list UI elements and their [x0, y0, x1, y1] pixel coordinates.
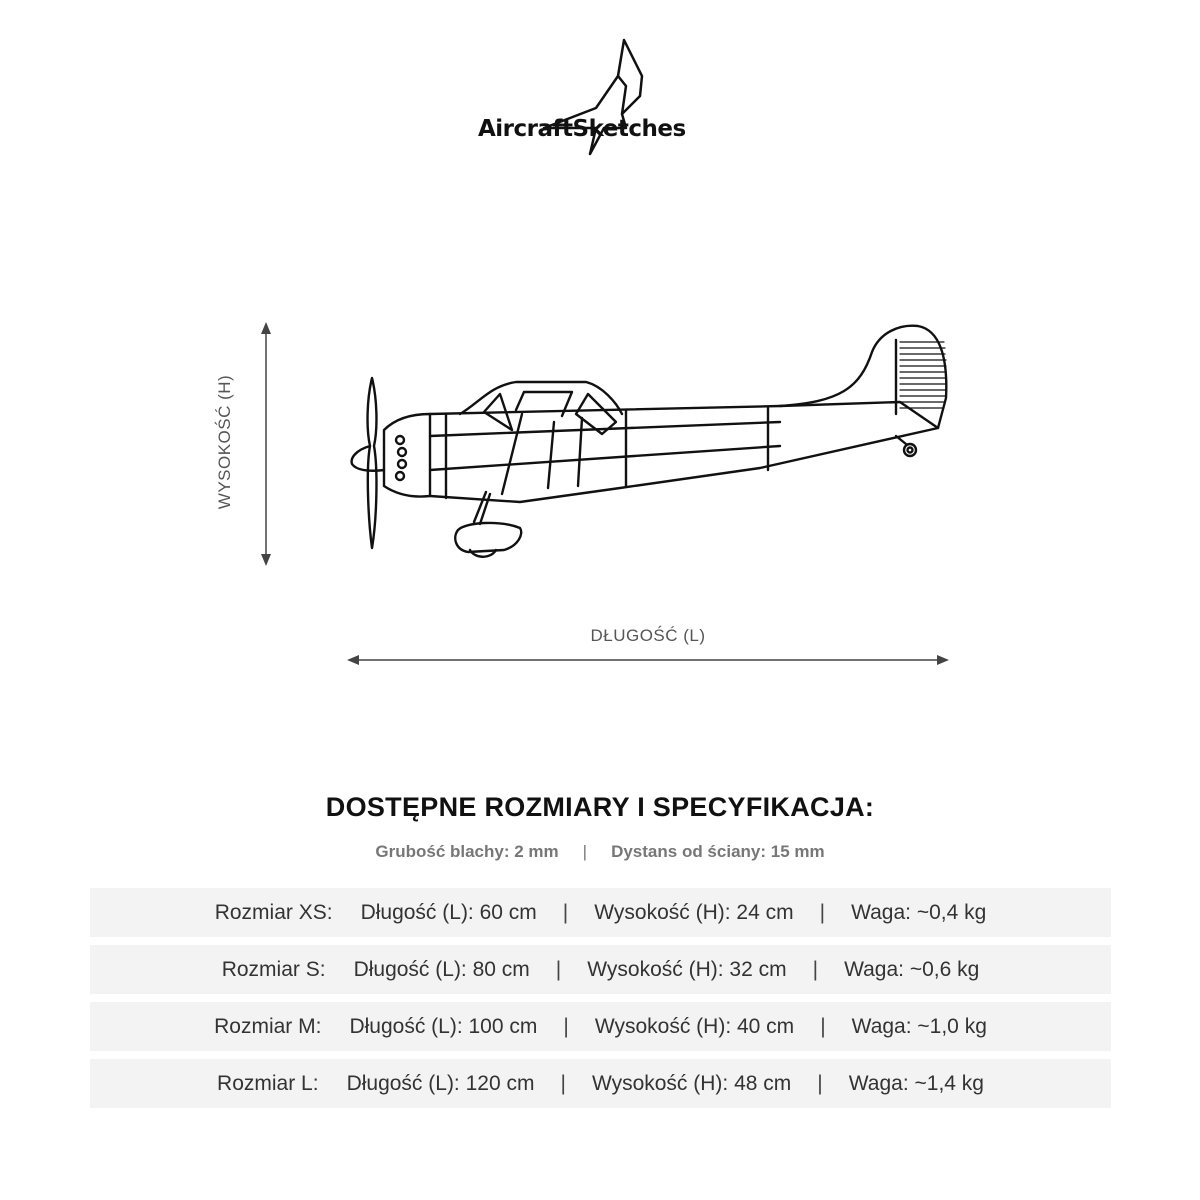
size-name: Rozmiar L:	[217, 1071, 319, 1095]
separator: |	[560, 1071, 566, 1095]
spec-subtitle	[0, 842, 1200, 862]
length-dimension-arrow	[345, 650, 951, 670]
size-length: Długość (L): 120 cm	[346, 1071, 535, 1095]
wall-distance: Dystans od ściany: 15 mm	[611, 842, 825, 861]
spec-title: DOSTĘPNE ROZMIARY I SPECYFIKACJA:	[325, 792, 875, 822]
size-row-l	[90, 1059, 1111, 1108]
sheet-thickness: Grubość blachy: 2 mm	[375, 842, 559, 861]
height-dimension-arrow	[255, 320, 277, 568]
aircraft-silhouette	[340, 318, 960, 578]
size-height: Wysokość (H): 32 cm	[587, 957, 787, 981]
size-weight: Waga: ~0,4 kg	[851, 900, 987, 924]
size-row-xs	[90, 888, 1111, 937]
separator: |	[819, 900, 826, 924]
size-row-m	[90, 1002, 1111, 1051]
separator: |	[563, 1014, 569, 1038]
size-height: Wysokość (H): 40 cm	[594, 1014, 795, 1038]
size-row-s	[90, 945, 1111, 994]
size-table	[90, 888, 1111, 1116]
separator: |	[582, 842, 588, 861]
size-height: Wysokość (H): 48 cm	[591, 1071, 792, 1095]
size-length: Długość (L): 100 cm	[349, 1014, 538, 1038]
separator: |	[562, 900, 569, 924]
separator: |	[817, 1071, 823, 1095]
separator: |	[812, 957, 819, 981]
separator: |	[820, 1014, 826, 1038]
height-dimension-label: WYSOKOŚĆ (H)	[215, 374, 234, 510]
length-dimension-label: DŁUGOŚĆ (L)	[590, 626, 706, 645]
size-weight: Waga: ~1,4 kg	[848, 1071, 984, 1095]
size-weight: Waga: ~1,0 kg	[851, 1014, 987, 1038]
size-name: Rozmiar S:	[221, 957, 326, 981]
size-name: Rozmiar XS:	[214, 900, 333, 924]
size-length: Długość (L): 60 cm	[360, 900, 537, 924]
separator: |	[555, 957, 562, 981]
logo-text: AircraftSketches	[478, 116, 686, 142]
brand-logo	[470, 36, 730, 160]
size-weight: Waga: ~0,6 kg	[844, 957, 980, 981]
size-length: Długość (L): 80 cm	[353, 957, 530, 981]
size-height: Wysokość (H): 24 cm	[594, 900, 794, 924]
size-name: Rozmiar M:	[214, 1014, 322, 1038]
